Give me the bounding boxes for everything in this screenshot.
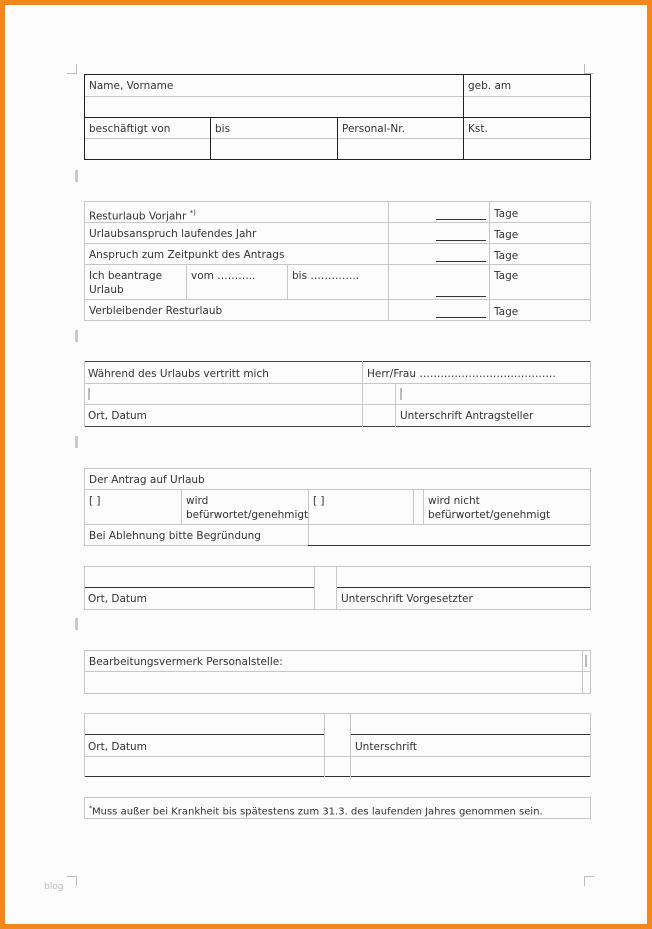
hr-note-table	[84, 650, 591, 694]
paragraph-marker	[75, 330, 78, 342]
corner-mark	[67, 64, 77, 74]
name-label: Name, Vorname	[89, 80, 174, 92]
substitute-table	[84, 361, 591, 427]
watermark-text: blog	[44, 882, 64, 892]
cost-center-field[interactable]	[464, 139, 590, 159]
leave-row-label: Anspruch zum Zeitpunkt des Antrags	[89, 249, 285, 261]
footnote-box	[84, 797, 591, 819]
place-date-label: Ort, Datum	[88, 741, 147, 753]
paragraph-marker	[75, 436, 78, 448]
final-signature-table	[84, 713, 591, 777]
until-field[interactable]	[211, 139, 337, 159]
dob-field[interactable]	[464, 98, 590, 117]
rejection-reason-label: Bei Ablehnung bitte Begründung	[89, 530, 261, 542]
substitute-label: Während des Urlaubs vertritt mich	[88, 368, 269, 380]
leave-table	[84, 201, 591, 321]
personnel-no-label: Personal-Nr.	[342, 123, 405, 135]
remaining-label: Verbleibender Resturlaub	[89, 305, 223, 317]
supervisor-signature-label: Unterschrift Vorgesetzter	[341, 593, 473, 605]
place-date-label: Ort, Datum	[88, 410, 147, 422]
final-signature-label: Unterschrift	[355, 741, 417, 753]
employed-from-label: beschäftigt von	[89, 123, 171, 135]
form-page	[10, 10, 652, 929]
days-unit: Tage	[494, 250, 519, 262]
days-unit: Tage	[494, 270, 519, 282]
place-date-label: Ort, Datum	[88, 593, 147, 605]
days-blank[interactable]	[436, 317, 486, 318]
leave-row-label: Urlaubsanspruch laufendes Jahr	[89, 228, 257, 240]
rejected-label: wird nicht befürwortet/genehmigt	[428, 495, 551, 521]
corner-mark	[67, 876, 77, 886]
supervisor-table	[84, 566, 591, 610]
substitute-person[interactable]: Herr/Frau …………………………………	[367, 368, 556, 380]
rejected-checkbox[interactable]: [ ]	[313, 495, 325, 507]
corner-mark	[584, 64, 594, 74]
request-to[interactable]: bis …………..	[292, 270, 360, 282]
request-from[interactable]: vom ………..	[191, 270, 256, 282]
personnel-no-field[interactable]	[338, 139, 463, 159]
dob-label: geb. am	[468, 80, 512, 92]
employee-table	[84, 74, 591, 160]
hr-note-label: Bearbeitungsvermerk Personalstelle:	[89, 656, 283, 668]
cost-center-label: Kst.	[468, 123, 488, 135]
days-blank[interactable]	[436, 261, 486, 262]
until-label: bis	[215, 123, 231, 135]
footnote-text: *Muss außer bei Krankheit bis spätestens zum 31.3. des laufenden Jahres genommen sein.	[89, 805, 543, 818]
approved-checkbox[interactable]: [ ]	[89, 495, 101, 507]
days-unit: Tage	[494, 229, 519, 241]
days-blank[interactable]	[436, 219, 486, 220]
request-label: Ich beantrage Urlaub	[89, 270, 163, 296]
employed-from-field[interactable]	[85, 139, 210, 159]
days-unit: Tage	[494, 208, 519, 220]
days-unit: Tage	[494, 306, 519, 318]
approved-label: wird befürwortet/genehmigt	[186, 495, 309, 521]
hr-note-field[interactable]	[85, 672, 582, 693]
paragraph-marker	[75, 170, 78, 182]
corner-mark	[584, 876, 594, 886]
approval-table	[84, 468, 591, 546]
paragraph-marker	[75, 618, 78, 630]
approval-title: Der Antrag auf Urlaub	[89, 474, 205, 486]
rejection-reason-field[interactable]	[309, 525, 590, 545]
leave-row-label: Resturlaub Vorjahr *)	[89, 209, 196, 223]
applicant-signature-label: Unterschrift Antragsteller	[400, 410, 534, 422]
days-blank[interactable]	[436, 296, 486, 297]
name-field[interactable]	[85, 98, 463, 117]
days-blank[interactable]	[436, 240, 486, 241]
